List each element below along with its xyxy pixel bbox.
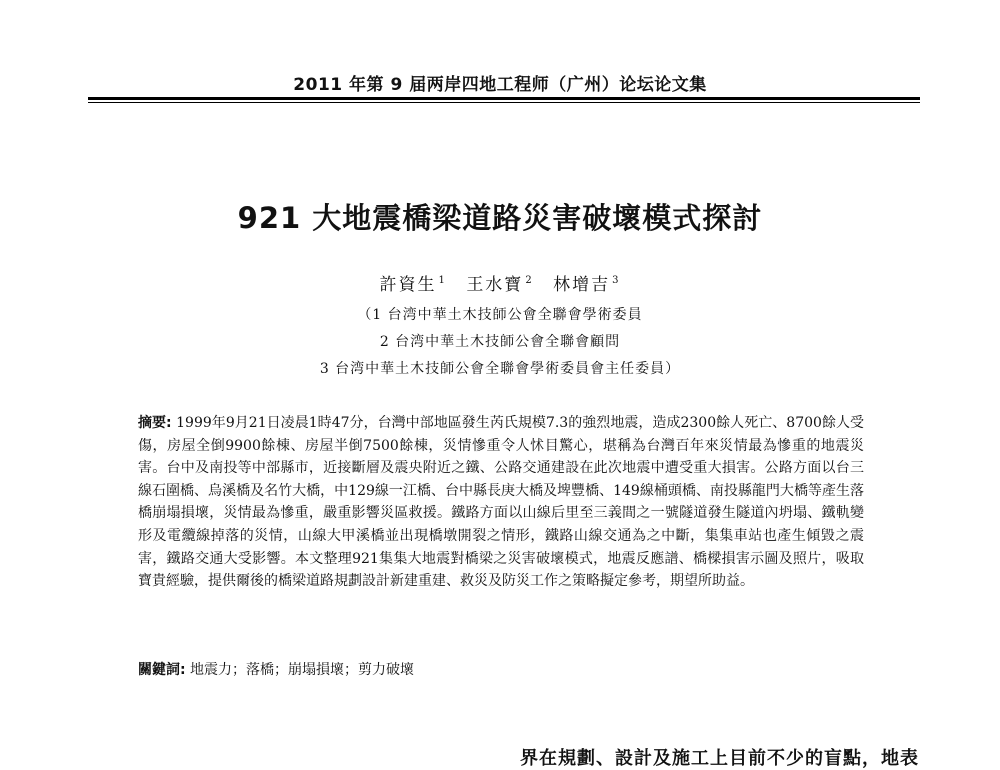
author-1: 許資生 $^1$ [379, 275, 447, 295]
header-rule-thick [88, 97, 920, 100]
body-text-fragment: 界在規劃、設計及施工上目前不少的盲點，地表 [520, 748, 919, 769]
affiliation-1: （1 台湾中華土木技師公會全聯會學術委員 [357, 307, 643, 323]
paper-title: 921 大地震橋梁道路災害破壞模式探討 [237, 201, 763, 235]
keywords-label: 關鍵詞: [138, 662, 186, 678]
author-3: 林增吉 $^3$ [553, 275, 621, 295]
author-list [0, 270, 1000, 295]
running-header: 2011 年第 9 届两岸四地工程师（广州）论坛论文集 [293, 75, 707, 95]
abstract [138, 412, 864, 593]
keywords [138, 659, 864, 679]
affiliation-2: 2 台湾中華土木技師公會全聯會顧問 [379, 334, 621, 350]
header-rule-thin [88, 102, 920, 103]
author-2: 王水寶 $^2$ [466, 275, 534, 295]
abstract-label: 摘要: [138, 415, 172, 431]
keywords-text: 地震力；落橋；崩塌損壞；剪力破壞 [185, 662, 415, 678]
abstract-text: 1999年9月21日凌晨1時47分，台灣中部地區發生芮氏規模7.3的強烈地震，造成2300餘人死亡、8700餘人受傷，房屋全倒9900餘棟、房屋半倒7500餘棟，災情慘重令人怵目驚心，堪稱為台灣百年來災情最為慘重的地震災害。台中及南投等中部縣市，近接斷層及震央附近之鐵、公路交通建設在此次地震中遭受重大損害。公路方面以台三線石圍橋、烏溪橋及名竹大橋，中129線一江橋、台中縣長庚大橋及埤豐橋、149線桶頭橋、南投縣龍門大橋等產生落橋崩塌損壞，災情最為慘重，嚴重影響災區救援。鐵路方面以山線后里至三義間之一號隧道發生隧道內坍塌、鐵軌變形及電纜線掉落的災情，山線大甲溪橋並出現橋墩開裂之情形，鐵路山線交通為之中斷，集集車站也產生傾毀之震害，鐵路交通大受影響。本文整理921集集大地震對橋梁之災害破壞模式，地震反應譜、橋樑損害示圖及照片，吸取寶貴經驗，提供爾後的橋梁道路規劃設計新建重建、救災及防災工作之策略擬定參考，期望所助益。 [138, 415, 864, 590]
affiliation-3: 3 台湾中華土木技師公會全聯會學術委員會主任委員） [319, 361, 681, 377]
